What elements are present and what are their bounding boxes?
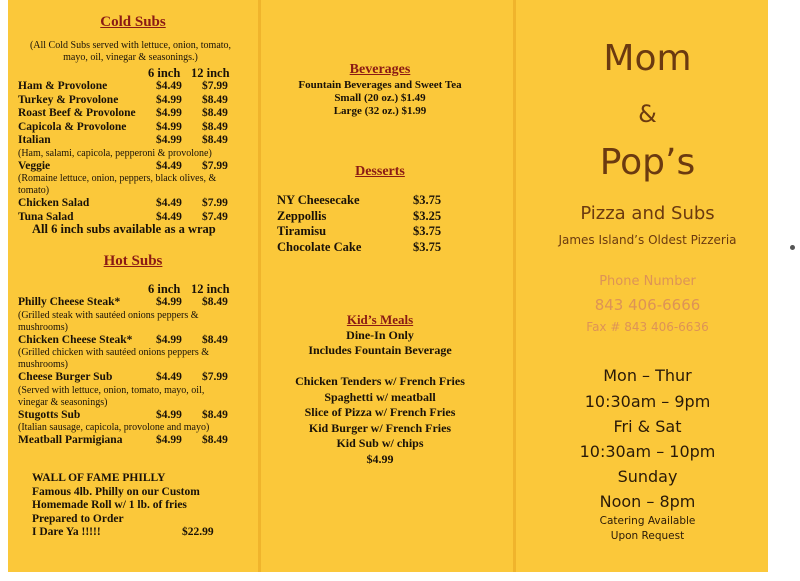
hot-subs-title: Hot Subs — [103, 253, 163, 269]
phone-label: Phone Number — [599, 274, 696, 289]
brand-ampersand: & — [638, 100, 657, 128]
menu-item-row — [18, 80, 248, 94]
price-6-inch: $4.99 — [156, 333, 182, 346]
menu-item-name: Cheese Burger Sub — [18, 371, 113, 383]
beverage-small: Small (20 oz.) $1.49 — [334, 92, 426, 104]
price-6-inch: $4.49 — [156, 159, 182, 172]
wrap-note: All 6 inch subs available as a wrap — [32, 222, 216, 236]
menu-item-name: Chicken Salad — [18, 197, 90, 209]
dessert-row — [265, 209, 495, 225]
size-12-label: 12 inch — [191, 66, 230, 80]
menu-item-name: Veggie — [18, 159, 51, 172]
price-12-inch: $8.49 — [202, 107, 228, 119]
price-12-inch: $8.49 — [202, 134, 228, 146]
menu-item-name: Capicola & Provolone — [18, 120, 127, 133]
fold-line — [513, 0, 516, 572]
wall-of-fame-line: Prepared to Order — [32, 512, 124, 525]
price-12-inch: $7.99 — [202, 159, 228, 172]
beverages-title: Beverages — [349, 62, 411, 77]
dessert-price: $3.25 — [413, 208, 442, 223]
menu-item-description: (Ham, salami, capicola, pepperoni & provolone) — [18, 147, 212, 159]
beverages-line: Fountain Beverages and Sweet Tea — [298, 79, 462, 91]
price-12-inch: $8.49 — [202, 434, 228, 446]
menu-item-name: Turkey & Provolone — [18, 93, 119, 106]
desserts-list — [265, 193, 495, 255]
menu-item-row — [18, 334, 248, 348]
brand-name-pops: Pop’s — [599, 142, 696, 183]
brand-name-mom: Mom — [603, 38, 692, 79]
price-12-inch: $7.99 — [202, 371, 228, 383]
panel-subs — [18, 0, 248, 572]
hours-days: Sunday — [617, 467, 678, 486]
menu-item-row — [18, 197, 248, 211]
panel-drinks-desserts — [265, 0, 495, 572]
catering-note: Upon Request — [610, 530, 685, 542]
kids-subtitle: Includes Fountain Beverage — [308, 343, 452, 357]
menu-item-row — [18, 371, 248, 385]
menu-item-row — [18, 434, 248, 448]
price-12-inch: $8.49 — [202, 120, 228, 133]
price-12-inch: $7.99 — [202, 80, 228, 92]
fax-number: Fax # 843 406-6636 — [586, 320, 709, 334]
hours-time: Noon – 8pm — [599, 492, 696, 511]
dessert-price: $3.75 — [413, 224, 442, 238]
menu-item-name: Philly Cheese Steak* — [18, 296, 121, 308]
hours-days: Mon – Thur — [603, 366, 692, 385]
menu-item-row — [18, 160, 248, 174]
kids-item: Chicken Tenders w/ French Fries — [295, 374, 465, 388]
cold-subs-size-header — [18, 66, 248, 80]
wall-of-fame-line: Famous 4lb. Philly on our Custom — [32, 485, 200, 498]
kids-item: Spaghetti w/ meatball — [324, 389, 436, 404]
cold-subs-list — [18, 80, 248, 224]
menu-item-name: Roast Beef & Provolone — [18, 107, 136, 119]
kids-subtitle: Dine-In Only — [346, 328, 414, 342]
wall-of-fame-line: Homemade Roll w/ 1 lb. of fries — [32, 499, 187, 511]
price-12-inch: $7.49 — [202, 210, 228, 223]
hole-punch-dot — [790, 245, 795, 250]
menu-item-description: (Italian sausage, capicola, provolone and mayo) — [18, 422, 210, 433]
price-6-inch: $4.49 — [156, 80, 182, 92]
kids-item: Kid Burger w/ French Fries — [308, 420, 452, 435]
price-6-inch: $4.99 — [156, 120, 182, 133]
dessert-name: Zeppollis — [277, 208, 327, 223]
size-12-label: 12 inch — [191, 282, 230, 296]
brand-tagline: Pizza and Subs — [580, 203, 715, 224]
price-6-inch: $4.49 — [156, 210, 182, 223]
price-6-inch: $4.99 — [156, 296, 182, 308]
wall-of-fame-line: I Dare Ya !!!!! — [32, 526, 101, 538]
hours-time: 10:30am – 10pm — [579, 442, 716, 461]
menu-item-row — [18, 134, 248, 148]
beverage-large: Large (32 oz.) $1.99 — [333, 105, 427, 117]
panel-brand — [530, 0, 765, 572]
price-12-inch: $8.49 — [202, 333, 228, 346]
menu-item-description: (Grilled chicken with sautéed onions peppers & mushrooms) — [18, 347, 210, 370]
dessert-name: Tiramisu — [277, 224, 327, 238]
hours-time: 10:30am – 9pm — [584, 392, 711, 411]
menu-item-row — [18, 107, 248, 121]
price-6-inch: $4.99 — [156, 434, 182, 446]
menu-item-name: Italian — [18, 134, 51, 146]
phone-number[interactable]: 843 406-6666 — [594, 296, 701, 314]
price-12-inch: $8.49 — [202, 93, 228, 106]
brand-subtitle: James Island’s Oldest Pizzeria — [558, 233, 737, 247]
dessert-row — [265, 193, 495, 209]
dessert-row — [265, 240, 495, 256]
hours-days: Fri & Sat — [613, 417, 682, 436]
catering-note: Catering Available — [599, 515, 696, 527]
hot-subs-list — [18, 296, 248, 448]
price-6-inch: $4.99 — [156, 93, 182, 106]
kids-price: $4.99 — [366, 452, 394, 466]
price-12-inch: $8.49 — [202, 408, 228, 421]
wall-of-fame — [32, 472, 252, 540]
dessert-price: $3.75 — [413, 239, 442, 254]
menu-item-row — [18, 409, 248, 423]
wall-of-fame-price-row — [32, 526, 252, 540]
price-6-inch: $4.99 — [156, 107, 182, 119]
kids-item: Kid Sub w/ chips — [336, 436, 424, 450]
dessert-price: $3.75 — [413, 193, 442, 207]
desserts-title: Desserts — [355, 164, 405, 179]
menu-item-description: (Romaine lettuce, onion, peppers, black olives, & tomato) — [18, 173, 217, 196]
dessert-row — [265, 224, 495, 240]
menu-item-name: Meatball Parmigiana — [18, 434, 123, 446]
dessert-name: Chocolate Cake — [277, 239, 362, 254]
price-6-inch: $4.49 — [156, 197, 182, 209]
menu-item-name: Chicken Cheese Steak* — [18, 333, 133, 346]
hot-subs-size-header — [18, 282, 248, 296]
dessert-name: NY Cheesecake — [277, 193, 360, 207]
menu-item-row — [18, 121, 248, 135]
fold-line — [258, 0, 261, 572]
size-6-label: 6 inch — [148, 66, 181, 80]
menu-item-description: (Grilled steak with sautéed onions peppers & mushrooms) — [18, 309, 199, 333]
wall-of-fame-price: $22.99 — [182, 526, 214, 538]
price-6-inch: $4.49 — [156, 371, 182, 383]
price-6-inch: $4.99 — [156, 408, 182, 421]
size-6-label: 6 inch — [148, 282, 181, 296]
cold-subs-title: Cold Subs — [100, 14, 166, 30]
wall-of-fame-title: WALL OF FAME PHILLY — [32, 472, 166, 484]
kids-list — [265, 374, 495, 452]
price-6-inch: $4.99 — [156, 134, 182, 146]
cold-subs-note: (All Cold Subs served with lettuce, onion, tomato, mayo, oil, vinegar & seasonings.) — [29, 40, 232, 63]
menu-item-name: Stugotts Sub — [18, 408, 81, 421]
kids-item: Slice of Pizza w/ French Fries — [304, 405, 456, 419]
menu-item-row — [18, 94, 248, 108]
price-12-inch: $7.99 — [202, 197, 228, 209]
menu-item-row — [18, 296, 248, 310]
price-12-inch: $8.49 — [202, 296, 228, 308]
menu-item-name: Ham & Provolone — [18, 80, 108, 92]
menu-item-name: Tuna Salad — [18, 210, 74, 223]
menu-item-description: (Served with lettuce, onion, tomato, mayo, oil, vinegar & seasonings) — [18, 384, 205, 408]
kids-title: Kid’s Meals — [346, 312, 414, 327]
